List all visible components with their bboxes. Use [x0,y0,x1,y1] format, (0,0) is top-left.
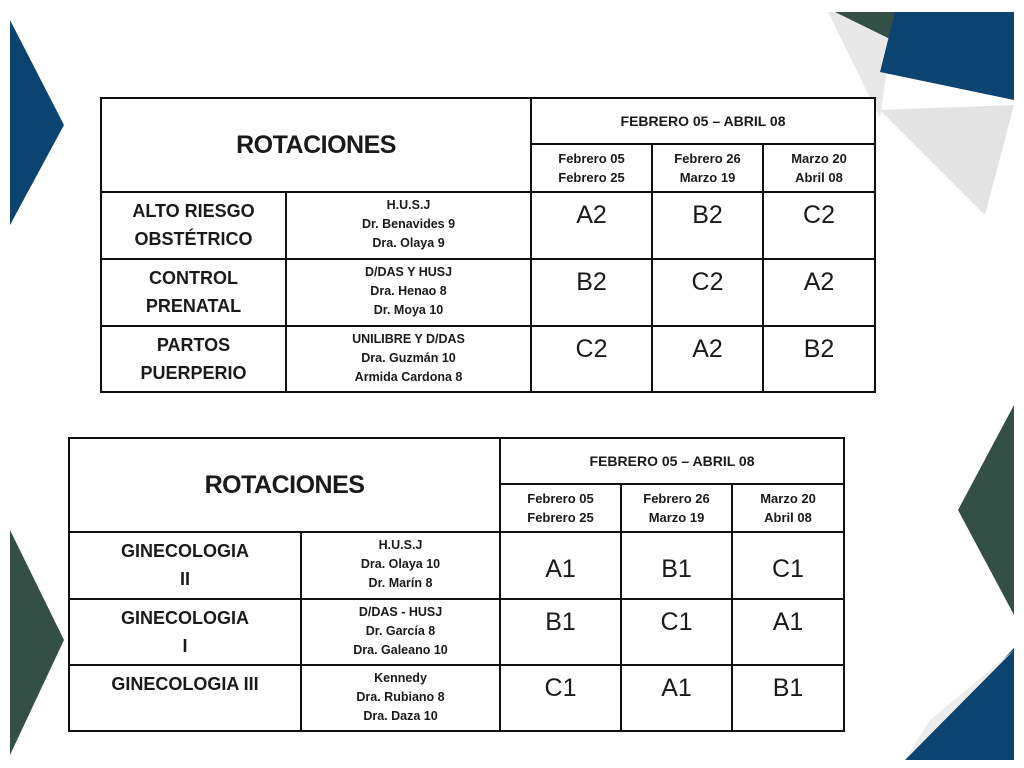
group-code: B2 [531,259,652,326]
group-code: C1 [500,665,621,731]
group-code: B2 [652,192,763,259]
group-code: C1 [732,532,844,599]
rotation-site: UNILIBRE Y D/DAS Dra. Guzmán 10 Armida Cardona 8 [286,326,531,392]
date-column-1: Febrero 05 Febrero 25 [531,144,652,192]
date-column-3: Marzo 20 Abril 08 [763,144,875,192]
group-code: C2 [531,326,652,392]
left-bottom-triangle [10,530,64,755]
group-code: A2 [652,326,763,392]
rotation-name: PARTOS PUERPERIO [101,326,286,392]
group-code: A2 [763,259,875,326]
group-code: C2 [763,192,875,259]
left-top-triangle [10,20,64,225]
rotation-site: D/DAS Y HUSJ Dra. Henao 8 Dr. Moya 10 [286,259,531,326]
table-row [69,532,844,599]
date-column-2: Febrero 26 Marzo 19 [621,484,732,532]
group-code: B1 [732,665,844,731]
rotation-name: GINECOLOGIA II [69,532,301,599]
group-code: A2 [531,192,652,259]
group-code: B1 [621,532,732,599]
group-code: B1 [500,599,621,665]
group-code: B2 [763,326,875,392]
right-green-triangle [958,405,1014,615]
group-code: C1 [621,599,732,665]
rotations-table-1 [100,97,876,393]
group-code: A1 [621,665,732,731]
rotations-table-2 [68,437,845,732]
table-row [101,192,875,259]
top-right-grey-triangle-2 [880,105,1014,215]
table-row [69,665,844,731]
rotation-site: H.U.S.J Dra. Olaya 10 Dr. Marín 8 [301,532,500,599]
group-code: C2 [652,259,763,326]
rotation-name: CONTROL PRENATAL [101,259,286,326]
table-row [101,326,875,392]
rotation-site: D/DAS - HUSJ Dr. García 8 Dra. Galeano 10 [301,599,500,665]
rotation-site: H.U.S.J Dr. Benavides 9 Dra. Olaya 9 [286,192,531,259]
period-header: FEBRERO 05 – ABRIL 08 [500,438,844,484]
table-title: ROTACIONES [101,98,531,192]
group-code: A1 [732,599,844,665]
rotation-site: Kennedy Dra. Rubiano 8 Dra. Daza 10 [301,665,500,731]
rotation-name: ALTO RIESGO OBSTÉTRICO [101,192,286,259]
table-row [69,599,844,665]
group-code: A1 [500,532,621,599]
rotation-name: GINECOLOGIA I [69,599,301,665]
table-row [101,259,875,326]
date-column-2: Febrero 26 Marzo 19 [652,144,763,192]
table-title: ROTACIONES [69,438,500,532]
period-header: FEBRERO 05 – ABRIL 08 [531,98,875,144]
date-column-3: Marzo 20 Abril 08 [732,484,844,532]
rotation-name: GINECOLOGIA III [69,665,301,731]
top-right-navy-shape [880,12,1014,100]
date-column-1: Febrero 05 Febrero 25 [500,484,621,532]
